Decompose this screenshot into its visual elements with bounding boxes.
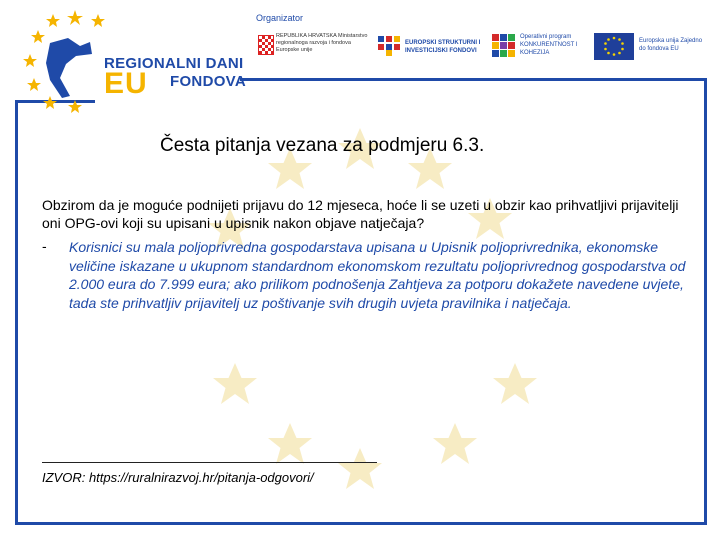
frame-right-border	[704, 78, 707, 525]
watermark-star-icon	[338, 448, 382, 489]
esi-funds-logo-text: EUROPSKI STRUKTURNI I INVESTICIJSKI FONDOVI	[405, 40, 481, 54]
bullet-dash: -	[42, 238, 47, 254]
faq-answer: Korisnici su mala poljoprivredna gospodarstava upisana u Upisnik poljoprivrednika, ekonomske veličine iskazane u ukupnom standardnom ekonomskom rezultatu poljoprivrednog gospodarstva od 2.000 eura do 7.999 eura; ako prilikom podnošenja Zahtjeva za potporu dokažete navedene uvjete, tada ste prihvatljiv prijavitelj uz poštivanje svih drugih uvjeta pravilnika i natječaja.	[69, 239, 686, 311]
frame-bottom-border	[15, 522, 707, 525]
organizer-label: Organizator	[256, 13, 304, 23]
watermark-star-icon	[268, 423, 312, 464]
eu-flag-icon	[594, 33, 634, 60]
ministry-logo-text: REPUBLIKA HRVATSKA Ministarstvo regionalnoga razvoja i fondova Europske unije	[276, 33, 368, 53]
croatian-coat-of-arms-icon	[258, 35, 274, 55]
frame-left-border	[15, 100, 18, 525]
watermark-star-icon	[493, 363, 537, 404]
source-reference[interactable]: IZVOR: https://ruralnirazvoj.hr/pitanja-odgovori/	[42, 470, 314, 485]
logo-line-regionalni-dani: REGIONALNI DANI	[104, 55, 244, 72]
competitiveness-program-mark-icon	[492, 34, 516, 58]
page-title: Česta pitanja vezana za podmjeru 6.3.	[160, 135, 485, 156]
esi-funds-mark-icon	[378, 36, 400, 56]
competitiveness-program-text: Operativni program KONKURENTNOST I KOHEZIJA	[520, 34, 578, 56]
eu-logo-text: Europska unija Zajedno do fondova EU	[639, 38, 703, 52]
croatia-map-stars-icon	[20, 8, 110, 113]
regionalni-dani-logo	[20, 8, 250, 118]
logo-fondova-text: FONDOVA	[170, 73, 246, 90]
watermark-star-icon	[433, 423, 477, 464]
watermark-star-icon	[213, 363, 257, 404]
frame-top-border	[240, 78, 707, 81]
faq-question: Obzirom da je moguće podnijeti prijavu do 12 mjeseca, hoće li se uzeti u obzir kao prihvatljivi prijavitelji oni OPG-ovi koji su upisani u upisnik nakon objave natječaja?	[42, 197, 679, 231]
source-divider	[42, 462, 377, 463]
logo-eu-text: EU	[104, 67, 148, 100]
